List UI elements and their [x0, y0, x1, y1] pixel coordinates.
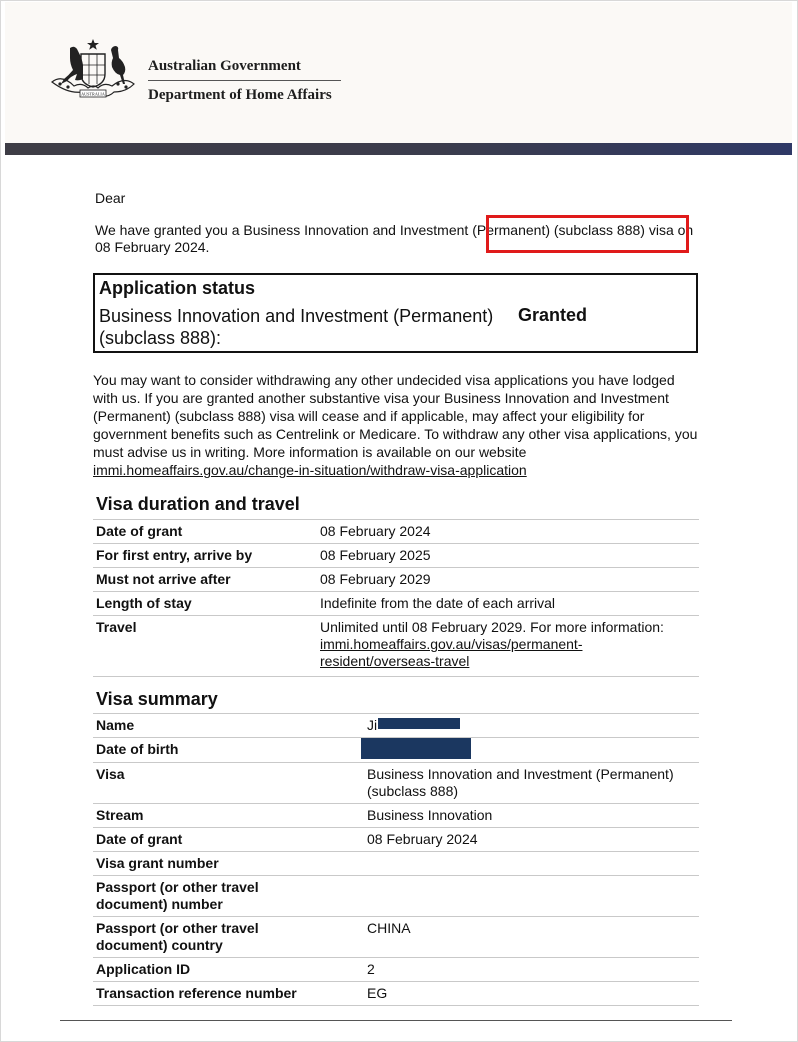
redaction-block: [361, 738, 471, 759]
withdrawal-notice-text: You may want to consider withdrawing any other undecided visa applications you have lodged with us. If you are granted another substantive visa your Business Innovation and Investment (Permanent) (subclass 888) visa will cease and if applicable, may affect your eligibility for government benefits such as Centrelink or Medicare. To withdraw any other visa applications, you must advise us in writing. More information is available on our website: [93, 372, 698, 460]
footer-rule: [60, 1020, 732, 1021]
overseas-travel-link[interactable]: immi.homeaffairs.gov.au/visas/permanent-resident/overseas-travel: [320, 636, 583, 669]
row-label: For first entry, arrive by: [93, 544, 317, 568]
government-name: Australian Government: [148, 58, 301, 74]
row-value: CHINA: [364, 917, 699, 958]
row-value: Indefinite from the date of each arrival: [317, 592, 699, 616]
row-label: Travel: [93, 616, 317, 677]
duration-table: [93, 519, 699, 677]
table-row: [93, 958, 699, 982]
row-label: Application ID: [93, 958, 364, 982]
table-row: [93, 738, 699, 763]
withdrawal-notice: [93, 371, 703, 479]
row-value: Business Innovation and Investment (Permanent) (subclass 888): [364, 763, 699, 804]
table-row: [93, 544, 699, 568]
row-value: [364, 876, 699, 917]
grant-statement: We have granted you a Business Innovation and Investment (Permanent) (subclass 888) visa on 08 February 2024.: [95, 222, 694, 255]
table-row: [93, 592, 699, 616]
row-value: 08 February 2024: [317, 520, 699, 544]
travel-value: [317, 616, 699, 677]
coat-of-arms-icon: [48, 38, 138, 100]
row-value: EG: [364, 982, 699, 1006]
summary-section-title: Visa summary: [96, 689, 218, 709]
row-value: [364, 738, 699, 763]
agency-divider: [148, 80, 341, 81]
status-value: Granted: [518, 305, 588, 325]
row-label: Date of grant: [93, 828, 364, 852]
svg-text:AUSTRALIA: AUSTRALIA: [81, 91, 105, 97]
table-row: [93, 982, 699, 1006]
table-row: [93, 852, 699, 876]
department-name: Department of Home Affairs: [148, 87, 332, 103]
row-value: [364, 714, 699, 738]
row-value: 08 February 2024: [364, 828, 699, 852]
row-label: Name: [93, 714, 364, 738]
row-label: Date of grant: [93, 520, 317, 544]
highlight-annotation: [486, 215, 689, 253]
table-row: [93, 917, 699, 958]
duration-section-title: Visa duration and travel: [96, 494, 300, 514]
table-row: [93, 714, 699, 738]
salutation: Dear: [95, 190, 126, 206]
row-label: Passport (or other travel document) number: [93, 876, 364, 917]
row-label: Visa: [93, 763, 364, 804]
table-row: [93, 876, 699, 917]
name-value: Ji: [367, 717, 378, 733]
row-value: [364, 852, 699, 876]
row-value: Business Innovation: [364, 804, 699, 828]
table-row: [93, 804, 699, 828]
table-row: [93, 763, 699, 804]
row-value: 08 February 2025: [317, 544, 699, 568]
letterhead-bar: [5, 143, 792, 155]
status-visa-label: Business Innovation and Investment (Permanent) (subclass 888):: [99, 306, 494, 348]
table-row: [93, 568, 699, 592]
table-row: [93, 520, 699, 544]
withdraw-visa-link[interactable]: immi.homeaffairs.gov.au/change-in-situation/withdraw-visa-application: [93, 462, 527, 478]
application-status-box: [93, 273, 698, 353]
row-label: Passport (or other travel document) country: [93, 917, 364, 958]
redaction-block: [378, 718, 460, 729]
row-value: 08 February 2029: [317, 568, 699, 592]
agency-name: [148, 58, 341, 104]
row-label: Date of birth: [93, 738, 364, 763]
table-row: [93, 616, 699, 677]
row-label: Stream: [93, 804, 364, 828]
row-label: Length of stay: [93, 592, 317, 616]
row-value: 2: [364, 958, 699, 982]
table-row: [93, 828, 699, 852]
travel-text: Unlimited until 08 February 2029. For more information:: [320, 619, 664, 635]
row-label: Must not arrive after: [93, 568, 317, 592]
summary-table: [93, 713, 699, 1006]
status-title: Application status: [99, 278, 256, 298]
row-label: Visa grant number: [93, 852, 364, 876]
row-label: Transaction reference number: [93, 982, 364, 1006]
